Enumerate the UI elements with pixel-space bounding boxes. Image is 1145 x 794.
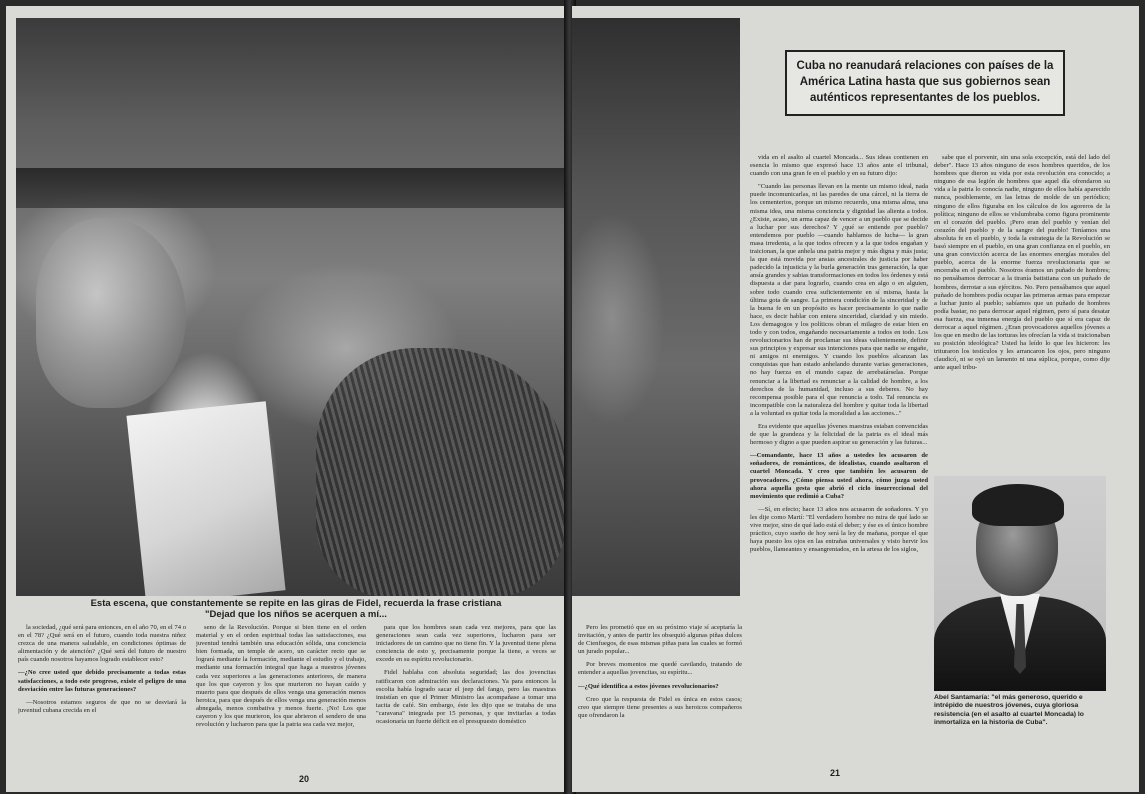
article-paragraph: sabe que el porvenir, sin una sola excepción, está del lado del deber". Hace 13 años ninguno de esos hombres queridos, de los hombres que dieron su vida por esta revolución era conocido; a ninguno de esa legión de hombres que aquel día ofrendaron su vida a la patria lo conocía nadie, ninguno de ellos había aparecido nunca, posiblemente, en las letras de molde de un periódico; ninguno de ellos figuraba en los cálculos de los agoreros de la política; ninguno de ellos se vislumbraba como figura prominente en el corazón del pueblo. ¡Pero eran del pueblo y venían del corazón del pueblo y de la sangre del pueblo! Teníamos una absoluta fe en el pueblo, y toda la estrategia de la Revolución se basó siempre en el pueblo, en una gran confianza en el pueblo, en una gran convicción acerca de las enormes energías morales del pueblo, acerca de la enorme fuerza revolucionaria que se encerraba en el pueblo. Nosotros éramos un puñado de hombres; no pensábamos derrocar a la tiranía batistiana con un puñado de hombres, derrotar a sus ejércitos. No. Pero pensábamos que aquel puñado de hombres podía ocupar las primeras armas para empezar a luchar junto al pueblo; sabíamos que un puñado de hombres podía bastar, no para derrocar aquel régimen, pero sí para desatar esa fuerza, esa inmensa energía del pueblo que sí era capaz de derrocar a aquel régimen. ¿Eran provocadores aquellos jóvenes a los que en medio de las torturas les ofrecían la vida si traicionaban su posición ideológica? Usted ha leído lo que les hicieron: les trituraron los testículos y les arrancaron los ojos, pero ninguno claudicó, ni se oyó un lamento ni una súplica, porque, como dije ante aquel tribu- [934,154,1110,372]
photo-paper [126,401,285,596]
article-paragraph: vida en el asalto al cuartel Moncada... Sus ideas contienen en esencia lo mismo que expresó hace 13 años ante el tribunal, cuando con una gran fe en el pueblo y en su futuro dijo: [750,154,928,178]
portrait-hair [972,484,1064,526]
right-page [572,6,1139,792]
article-paragraph: Por breves momentos me quedé cavilando, tratando de entender a aquellas jovencitas, su espíritu... [578,661,742,677]
text-column-right-0 [578,624,742,784]
text-column-left-2 [196,624,366,784]
photo-shadow-band [16,168,568,208]
article-paragraph: seno de la Revolución. Porque si bien tiene en el orden material y en el orden espiritual todas las satisfacciones, esa juventud tendrá también una educación sólida, una conciencia bien formada, un temple de acero, un carácter recto que se logrará mediante la formación, mediante el estudio y el trabajo, mediante una formación integral que haga a nuestros jóvenes cada vez superiores a las generaciones anteriores, de manera que los que cayeron y los que murieron no hayan caído y muerto para que después de ellos venga una generación menos heroica, para que después de ellos venga una generación menos abnegada, menos combativa y menos fuerte. ¡No! Los que cayeron y los que murieron, los que abrieron el sendero de una revolución y lucharon para que la patria sea cada vez mejor, [196,624,366,729]
article-paragraph: Creo que la respuesta de Fidel es única en estos casos; creo que siempre tiene presentes a sus heroicos compañeros que ofrendaron la [578,695,742,719]
article-paragraph: "Cuando las personas llevan en la mente un mismo ideal, nada puede incomunicarlas, ni las paredes de una cárcel, ni la tierra de los cementerios, porque un mismo recuerdo, una misma alma, una misma idea, una misma conciencia y dignidad las alienta a todos. ¿Existe, acaso, un arma capaz de vencer a un pueblo que se decide a luchar por sus derechos? Y ¿qué se entiende por pueblo? entendemos por pueblo —cuando hablamos de lucha— la gran masa irredenta, a la que todos ofrecen y a la que todos engañan y traicionan, la que anhela una patria mejor y más digna y más justa; la que está movida por ansias ancestrales de justicia por haber padecido la injusticia y la burla generación tras generación, la que ansía grandes y sabias transformaciones en todos los órdenes y está dispuesta a dar para lograrlo, cuando crea en algo o en alguien, sobre todo cuando crea suficientemente en sí misma, hasta la última gota de sangre. La primera condición de la sinceridad y de la buena fe en un propósito es hacer precisamente lo que nadie hace, es decir hablar con entera sinceridad, claridad y sin miedo. Los demagogos y los políticos obran el milagro de estar bien en todo y con todos, engañando necesariamente a todos en todo. Los revolucionarios han de proclamar sus ideas valientemente, definir sus principios y expresar sus intenciones para que nadie se engañe, ni amigos ni enemigos. Y cuando los pueblos alcanzan las conquistas que han estado anhelando durante varias generaciones, no hay fuerza en el mundo capaz de arrebatárselas. Porque renunciar a la libertad es renunciar a la calidad de hombre, a los derechos de la humanidad, incluso a sus deberes. No hay recompensa posible para el que renuncia a todo. Tal renuncia es incompatible con la naturaleza del hombre y quitar toda la libertad a la voluntad es quitar toda la moralidad a las acciones..." [750,183,928,417]
text-column-left-3 [376,624,556,784]
photo-right-strip [572,18,740,596]
text-column-right-2 [934,154,1110,472]
page-number-right: 21 [830,768,841,778]
photo-hand [36,218,186,408]
article-paragraph: —Nosotros estamos seguros de que no se desviará la juventud cubana crecida en el [18,698,186,714]
headline-box [785,50,1065,116]
article-paragraph: —Sí, en efecto; hace 13 años nos acusaron de soñadores. Y yo les dije como Martí: "El verdadero hombre no mira de qué lado se vive mejor, sino de qué lado está el deber; y ése es el único hombre práctico, cuyo sueño de hoy será la ley de mañana, porque el que haya puesto los ojos en las entrañas universales y visto hervir los pueblos, llameantes y ensangrentados, en la artesa de los siglos, [750,505,928,554]
headline: Cuba no reanudará relaciones con países de la América Latina hasta que sus gobiernos sean auténticos representantes de los pueblos. [796,60,1054,104]
left-page [6,6,568,792]
article-paragraph: —¿No cree usted que debido precisamente a todas estas satisfacciones, a todo este progreso, existe el peligro de una desviación entre las futuras generaciones? [18,669,186,693]
text-column-left-1 [18,624,186,784]
article-paragraph: —Comandante, hace 13 años a ustedes les acusaron de soñadores, de románticos, de idealistas, cuando asaltaron el cuartel Moncada. Y creo que también les acusaron de provocadores. ¿Cómo piensa usted ahora, cómo juzga usted ahora aquella gesta que abrió el ciclo insurreccional del movimiento que redimió a Cuba? [750,452,928,500]
cover-photo-fidel [16,18,568,596]
portrait-abel-santamaria [934,476,1106,691]
article-paragraph: Fidel hablaba con absoluta seguridad; las dos jovencitas ratificaron con admiración sus declaraciones. Ya para entonces la escolta había logrado sacar el jeep del fango, pero las maestras insistían en que el Primer Ministro las acompañase a tomar una tacita de café. Sin embargo, éste les dijo que se trataba de una "caravana" integrada por 15 personas, y que invitarlas a todas ocasionaría un fuerte déficit en el presupuesto doméstico [376,669,556,726]
page-number-left: 20 [299,774,310,784]
photo-caption: Esta escena, que constantemente se repite en las giras de Fidel, recuerda la frase cristiana "Dejad que los niños se acerquen a mí... [90,598,502,620]
article-paragraph: la sociedad, ¿qué será para entonces, en el año 70, en el 74 o en el 78? ¿Qué será en el futuro, cuando toda nuestra niñez crezca de una manera saludable, en condiciones óptimas de alimentación y de atención? ¿Qué será del futuro de nuestro país cuando nosotros hayamos logrado establecer esto? [18,624,186,664]
photo-beard [316,348,566,596]
text-column-right-1 [750,154,928,766]
article-paragraph: Pero les prometió que en su próximo viaje sí aceptaría la invitación, y antes de partir les obsequió algunas piñas dulces de Cienfuegos, de esas mismas piñas para las cuales se formó un jurado popular... [578,624,742,656]
article-paragraph: Era evidente que aquellas jóvenes maestras estaban convencidas de que la grandeza y la felicidad de la patria es el ideal más hermoso y digno a que pueden aspirar su generación y las futuras... [750,423,928,447]
article-paragraph: para que los hombres sean cada vez mejores, para que las generaciones sean cada vez superiores, lucharon para ser iniciadores de un camino que no tiene fin. Y la juventud tiene plena conciencia de esto y, precisamente porque la tiene, a veces se excede en su espíritu revolucionario. [376,624,556,664]
article-paragraph: —¿Qué identifica a estos jóvenes revolucionarios? [578,682,719,690]
portrait-caption: Abel Santamaría: "el más generoso, querido e intrépido de nuestros jóvenes, cuya gloriosa resistencia (en el asalto al cuartel Moncada) lo inmortaliza en la historia de Cuba". [934,694,1084,727]
